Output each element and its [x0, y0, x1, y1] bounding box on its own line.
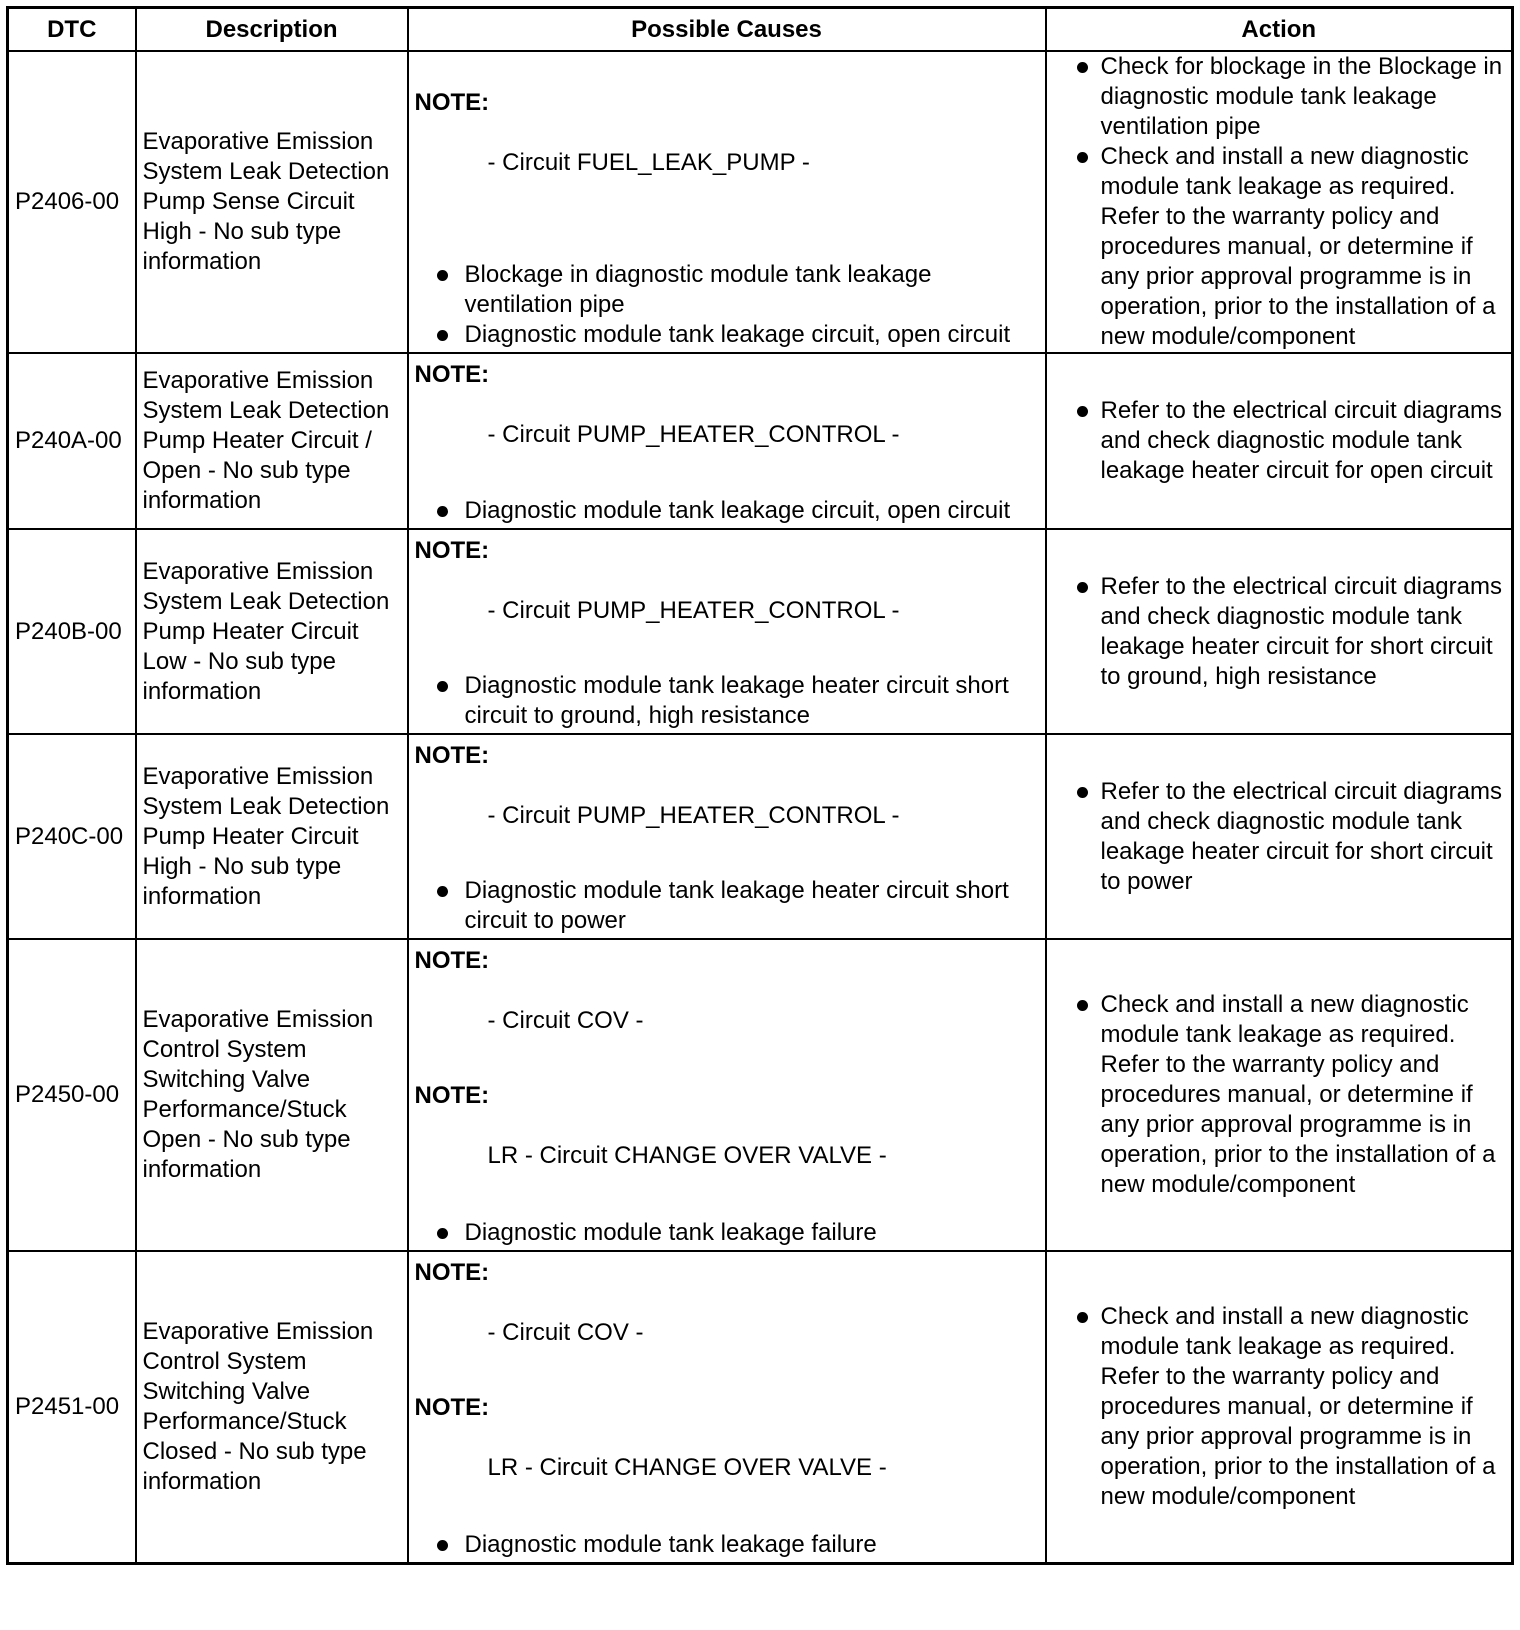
circuit-reference: - Circuit COV - — [487, 1319, 644, 1346]
circuit-reference: - Circuit PUMP_HEATER_CONTROL - — [487, 421, 900, 448]
actions-list — [1055, 990, 1504, 1200]
causes-list — [415, 260, 1039, 350]
note-label: NOTE: — [414, 1082, 490, 1109]
dtc-description: Evaporative Emission System Leak Detection Pump Heater Circuit Low - No sub type information — [136, 529, 408, 734]
cause-item: Diagnostic module tank leakage heater circuit short circuit to ground, high resistance — [415, 671, 1039, 731]
possible-causes-cell — [408, 353, 1046, 529]
header-possible-causes: Possible Causes — [408, 8, 1046, 52]
header-row — [8, 8, 1513, 52]
actions-list — [1055, 572, 1504, 692]
dtc-code: P240C-00 — [8, 734, 136, 939]
cause-item: Diagnostic module tank leakage circuit, open circuit — [415, 320, 1039, 350]
circuit-reference: - Circuit PUMP_HEATER_CONTROL - — [487, 802, 900, 829]
note-label: NOTE: — [414, 537, 490, 564]
dtc-code: P2451-00 — [8, 1251, 136, 1564]
causes-list — [415, 876, 1039, 936]
possible-causes-cell — [408, 734, 1046, 939]
header-dtc: DTC — [8, 8, 136, 52]
causes-list — [415, 1530, 1039, 1560]
actions-list — [1055, 396, 1504, 486]
dtc-description: Evaporative Emission System Leak Detection Pump Sense Circuit High - No sub type information — [136, 51, 408, 353]
circuit-reference: - Circuit FUEL_LEAK_PUMP - — [487, 149, 810, 176]
action-item: Check and install a new diagnostic module tank leakage as required. Refer to the warranty policy and procedures manual, or determine if any prior approval programme is in operation, prior to the installation of a new module/component — [1055, 990, 1504, 1200]
circuit-reference: LR - Circuit CHANGE OVER VALVE - — [487, 1142, 887, 1169]
action-item: Check for blockage in the Blockage in diagnostic module tank leakage ventilation pipe — [1055, 52, 1504, 142]
note-label: NOTE: — [414, 742, 490, 769]
header-action: Action — [1046, 8, 1513, 52]
causes-list — [415, 496, 1039, 526]
dtc-code: P240A-00 — [8, 353, 136, 529]
cause-item: Diagnostic module tank leakage failure — [415, 1530, 1039, 1560]
dtc-table — [6, 6, 1514, 1565]
note-label: NOTE: — [414, 1259, 490, 1286]
actions-list — [1055, 777, 1504, 897]
table-row — [8, 1251, 1513, 1564]
action-item: Refer to the electrical circuit diagrams and check diagnostic module tank leakage heater circuit for short circuit to ground, high resistance — [1055, 572, 1504, 692]
cause-item: Diagnostic module tank leakage heater circuit short circuit to power — [415, 876, 1039, 936]
action-item: Refer to the electrical circuit diagrams and check diagnostic module tank leakage heater circuit for short circuit to power — [1055, 777, 1504, 897]
table-row — [8, 529, 1513, 734]
dtc-code: P2450-00 — [8, 939, 136, 1251]
cause-item: Diagnostic module tank leakage circuit, open circuit — [415, 496, 1039, 526]
circuit-reference: LR - Circuit CHANGE OVER VALVE - — [487, 1454, 887, 1481]
action-item: Check and install a new diagnostic module tank leakage as required. Refer to the warranty policy and procedures manual, or determine if any prior approval programme is in operation, prior to the installation of a new module/component — [1055, 142, 1504, 352]
action-item: Check and install a new diagnostic module tank leakage as required. Refer to the warranty policy and procedures manual, or determine if any prior approval programme is in operation, prior to the installation of a new module/component — [1055, 1302, 1504, 1512]
circuit-reference: - Circuit COV - — [487, 1007, 644, 1034]
possible-causes-cell — [408, 51, 1046, 353]
possible-causes-cell — [408, 939, 1046, 1251]
dtc-description: Evaporative Emission System Leak Detection Pump Heater Circuit High - No sub type information — [136, 734, 408, 939]
action-cell — [1046, 734, 1513, 939]
cause-item: Diagnostic module tank leakage failure — [415, 1218, 1039, 1248]
action-item: Refer to the electrical circuit diagrams and check diagnostic module tank leakage heater circuit for open circuit — [1055, 396, 1504, 486]
action-cell — [1046, 353, 1513, 529]
circuit-reference: - Circuit PUMP_HEATER_CONTROL - — [487, 597, 900, 624]
actions-list — [1055, 52, 1504, 352]
causes-list — [415, 671, 1039, 731]
note-label: NOTE: — [414, 947, 490, 974]
note-label: NOTE: — [414, 89, 490, 116]
cause-item: Blockage in diagnostic module tank leakage ventilation pipe — [415, 260, 1039, 320]
action-cell — [1046, 529, 1513, 734]
dtc-code: P2406-00 — [8, 51, 136, 353]
note-label: NOTE: — [414, 361, 490, 388]
causes-list — [415, 1218, 1039, 1248]
possible-causes-cell — [408, 529, 1046, 734]
action-cell — [1046, 51, 1513, 353]
table-row — [8, 734, 1513, 939]
table-row — [8, 51, 1513, 353]
header-description: Description — [136, 8, 408, 52]
dtc-description: Evaporative Emission System Leak Detection Pump Heater Circuit / Open - No sub type information — [136, 353, 408, 529]
action-cell — [1046, 939, 1513, 1251]
action-cell — [1046, 1251, 1513, 1564]
possible-causes-cell — [408, 1251, 1046, 1564]
dtc-description: Evaporative Emission Control System Switching Valve Performance/Stuck Open - No sub type information — [136, 939, 408, 1251]
table-row — [8, 939, 1513, 1251]
dtc-description: Evaporative Emission Control System Switching Valve Performance/Stuck Closed - No sub type information — [136, 1251, 408, 1564]
note-label: NOTE: — [414, 1394, 490, 1421]
actions-list — [1055, 1302, 1504, 1512]
table-row — [8, 353, 1513, 529]
dtc-code: P240B-00 — [8, 529, 136, 734]
